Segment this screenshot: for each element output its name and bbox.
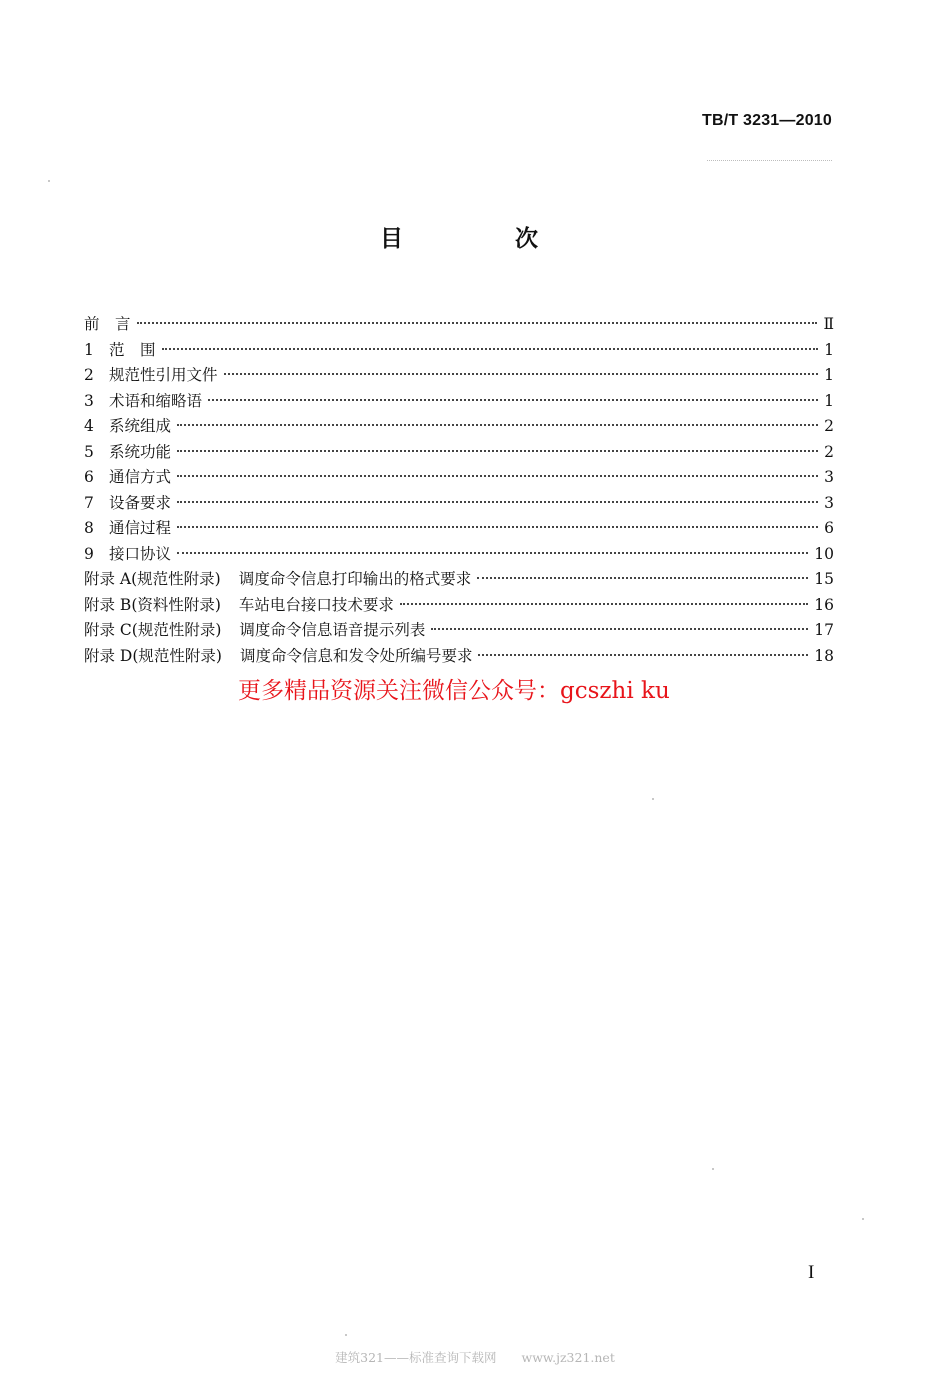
dot-leader <box>477 577 808 579</box>
toc-entry-label: 系统组成 <box>109 417 172 435</box>
toc-entry-label: 附录 B(资料性附录) <box>84 595 221 614</box>
toc-entry-9[interactable] <box>84 542 834 568</box>
scan-speck <box>862 1218 864 1220</box>
toc-entry-5[interactable] <box>84 440 834 466</box>
dot-leader <box>177 475 818 477</box>
toc-entry-page: 10 <box>814 544 834 563</box>
dot-leader <box>177 424 818 426</box>
dot-leader <box>177 526 818 528</box>
dot-leader <box>162 348 818 350</box>
page-number: I <box>808 1262 815 1283</box>
toc-entry-subtitle: 调度命令信息和发令处所编号要求 <box>239 646 473 665</box>
toc-entry-label: 附录 D(规范性附录) <box>84 646 222 665</box>
scan-speck <box>48 180 50 182</box>
toc-entry-number: 1 <box>84 340 94 359</box>
toc-title: 目 次 <box>379 226 590 252</box>
toc-entry-number: 7 <box>84 493 94 512</box>
toc-entry-subtitle: 调度命令信息语音提示列表 <box>239 621 426 639</box>
toc-entry-label: 附录 A(规范性附录) <box>84 570 221 588</box>
scan-speck <box>345 1334 347 1336</box>
scan-speck <box>712 1168 714 1170</box>
toc-entry-2[interactable] <box>84 363 834 389</box>
toc-entry-label: 通信方式 <box>109 468 172 486</box>
toc-entry-page: 18 <box>814 646 834 665</box>
toc-entry-page: 17 <box>814 621 834 639</box>
toc-entry-7[interactable] <box>84 491 834 517</box>
toc-entry-subtitle: 车站电台接口技术要求 <box>238 595 394 614</box>
dot-leader <box>137 322 818 324</box>
toc-entry-subtitle: 调度命令信息打印输出的格式要求 <box>238 570 472 588</box>
toc-entry-number: 2 <box>84 366 94 384</box>
header-divider <box>707 160 832 161</box>
dot-leader <box>177 450 818 452</box>
toc-entry-label: 范 围 <box>109 340 156 359</box>
toc-entry-label: 设备要求 <box>109 493 172 512</box>
toc-entry-label: 接口协议 <box>109 544 172 563</box>
toc-entry-page: 1 <box>824 366 834 384</box>
toc-entry-page: 2 <box>824 442 834 461</box>
toc-entry-1[interactable] <box>84 338 834 364</box>
toc-entry-page: 3 <box>824 493 834 512</box>
toc-entry-label: 系统功能 <box>109 442 172 461</box>
toc-entry-appendix-a[interactable] <box>84 567 834 593</box>
toc-entry-appendix-d[interactable] <box>84 644 834 670</box>
standard-number: TB/T 3231—2010 <box>702 112 832 129</box>
toc-entry-page: 1 <box>824 340 834 359</box>
dot-leader <box>400 603 808 605</box>
toc-entry-4[interactable] <box>84 414 834 440</box>
toc-entry-label: 术语和缩略语 <box>109 391 203 410</box>
toc-entry-number: 6 <box>84 468 94 486</box>
table-of-contents <box>84 312 834 669</box>
toc-entry-page: 6 <box>824 519 834 537</box>
toc-entry-page: 2 <box>824 417 834 435</box>
toc-entry-8[interactable] <box>84 516 834 542</box>
toc-entry-label: 前 言 <box>84 315 131 333</box>
toc-entry-number: 3 <box>84 391 94 410</box>
toc-entry-appendix-b[interactable] <box>84 593 834 619</box>
toc-entry-number: 5 <box>84 442 94 461</box>
dot-leader <box>177 552 808 554</box>
toc-entry-label: 附录 C(规范性附录) <box>84 621 222 639</box>
toc-entry-6[interactable] <box>84 465 834 491</box>
footer-watermark: 建筑321——标准查询下载网 www.jz321.net <box>335 1350 615 1365</box>
dot-leader <box>478 654 808 656</box>
dot-leader <box>431 628 808 630</box>
scan-speck <box>652 798 654 800</box>
toc-entry-label: 规范性引用文件 <box>109 366 218 384</box>
toc-entry-page: 15 <box>814 570 834 588</box>
toc-entry-number: 9 <box>84 544 94 563</box>
toc-entry-foreword[interactable] <box>84 312 834 338</box>
toc-entry-label: 通信过程 <box>109 519 172 537</box>
toc-entry-page: 3 <box>824 468 834 486</box>
toc-entry-page: 16 <box>814 595 834 614</box>
dot-leader <box>177 501 818 503</box>
toc-entry-page: 1 <box>824 391 834 410</box>
dot-leader <box>208 399 818 401</box>
toc-entry-number: 8 <box>84 519 94 537</box>
toc-entry-appendix-c[interactable] <box>84 618 834 644</box>
dot-leader <box>224 373 818 375</box>
toc-entry-page: Ⅱ <box>823 315 834 333</box>
toc-entry-number: 4 <box>84 417 94 435</box>
promo-watermark: 更多精品资源关注微信公众号：gcszhi ku <box>238 678 670 704</box>
toc-entry-3[interactable] <box>84 389 834 415</box>
